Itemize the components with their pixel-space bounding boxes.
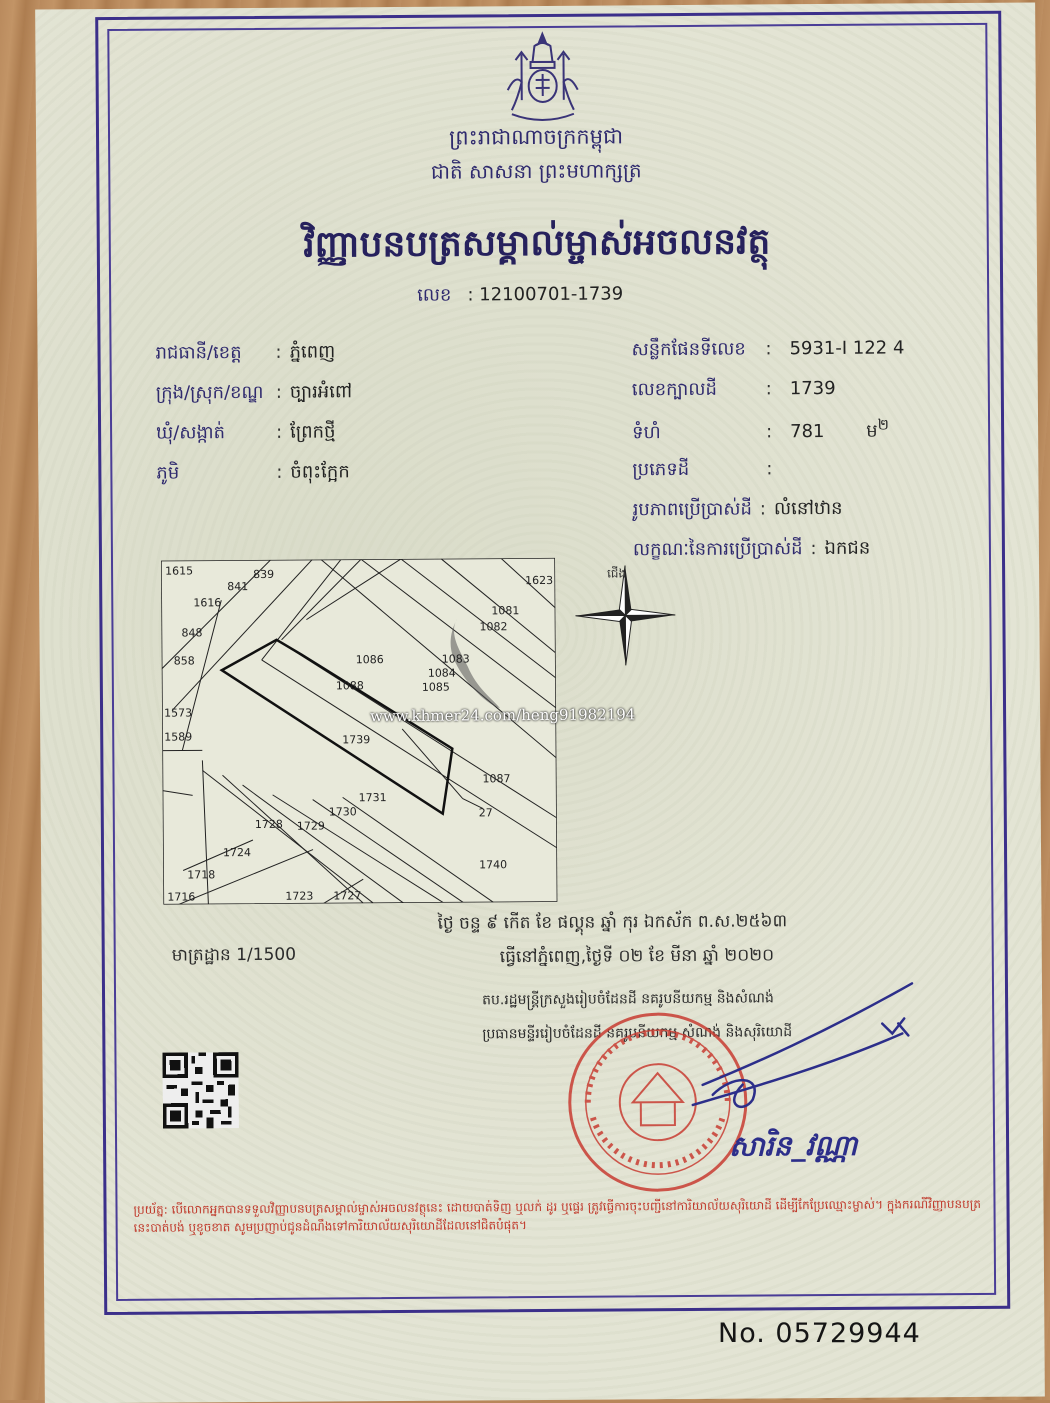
field-parcel-number [632,376,836,404]
parcel-label-1615: 1615 [165,564,193,577]
warning-note: ប្រយ័ត្ន: បើលោកអ្នកបានទទួលវិញ្ញាបនបត្រសម្គាល់ម្ចាស់អចលនវត្ថុនេះ ដោយបាត់ទិញ ឬលក់ ដូរ ឬផ្ទេរ ត្រូវធ្វើការចុះបញ្ជីនៅការិយាល័យសុរិយោដី ដើម្បីកែប្រែឈ្មោះម្ចាស់។ ក្នុងករណីវិញ្ញាបនបត្រនេះបាត់បង់ ឬខូចខាត សូមប្រញាប់ជូនដំណឹងទៅការិយាល័យសុរិយោដីដែលនៅជិតបំផុត។ [133,1195,983,1237]
parcel-label-1573: 1573 [164,706,192,719]
parcel-label-1727: 1727 [333,889,361,902]
qr-code-icon [162,1052,239,1129]
parcel-label-1081: 1081 [491,604,519,617]
kingdom-heading: ព្រះរាជាណាចក្រកម្ពុជា [36,121,1036,159]
field-sep: : [758,378,780,399]
field-value: 1739 [790,378,836,399]
parcel-label-1589: 1589 [164,730,192,743]
field-value: ភ្នំពេញ [289,339,335,366]
field-commune [156,419,336,447]
field-label: រាជធានី/ខេត្ត [155,340,267,368]
signatory-name: សារិន_វណ្ណា [729,1128,857,1170]
field-sep: : [802,538,824,559]
field-value: ចំពុះក្អែក [290,459,350,486]
field-district [156,379,352,407]
cadastral-map [161,558,557,905]
field-label: ភូមិ [156,460,268,488]
field-label: ទំហំ [632,419,758,447]
field-sep: : [267,342,289,363]
issue-date: ធ្វើនៅភ្នំពេញ,ថ្ងៃទី ០២ ខែ មីនា ឆ្នាំ ២០២០ [500,944,775,971]
certificate-number-value: 12100701-1739 [479,283,623,305]
field-sep: : [268,462,290,483]
parcel-label-1731: 1731 [359,791,387,804]
field-label: លេខក្បាលដី [632,376,758,404]
signatory-line-1: តប.រដ្ឋមន្ត្រីក្រសួងរៀបចំដែនដី នគរូបនីយកម្ម និងសំណង់ [482,988,774,1011]
parcel-label-1716: 1716 [167,890,195,903]
national-motto: ជាតិ សាសនា ព្រះមហាក្សត្រ [36,155,1036,192]
parcel-label-1616: 1616 [193,596,221,609]
signatory-line-2: ប្រធានមន្ទីររៀបចំដែនដី នគរូបនីយកម្ម សំណង់ និងសុរិយោដី [482,1022,792,1045]
field-land-type [632,456,780,484]
field-value: 5931-I 122 4 [789,337,904,359]
parcel-label-1088: 1088 [336,679,364,692]
field-sep: : [758,421,780,442]
field-sep: : [752,498,774,519]
parcel-label-839: 839 [253,568,274,581]
parcel-label-848: 848 [181,626,202,639]
field-area [632,416,889,448]
field-value: 781 [790,421,825,442]
field-sep: : [268,422,290,443]
field-province [155,339,335,367]
parcel-label-1728: 1728 [255,818,283,831]
parcel-label-1730: 1730 [329,805,357,818]
field-sep: : [758,458,780,479]
parcel-label-1718: 1718 [187,868,215,881]
parcel-label-841: 841 [227,580,248,593]
field-land-use [633,496,843,524]
parcel-label-1739: 1739 [342,733,370,746]
field-label: រូបភាពប្រើប្រាស់ដី [633,497,752,525]
field-land-use-nature [633,536,870,565]
land-title-certificate [35,3,1045,1403]
parcel-label-1082: 1082 [479,620,507,633]
lunar-date: ថ្ងៃ ចន្ទ ៩ កើត ខែ ផល្គុន ឆ្នាំ កុរ ឯកស័ក ព.ស.២៥៦៣ [437,910,787,937]
field-label: សន្លឹកផែនទីលេខ [631,336,757,364]
parcel-label-1085: 1085 [422,681,450,694]
royal-emblem-icon [497,30,588,127]
parcel-label-1083: 1083 [442,652,470,665]
field-label: ក្រុង/ស្រុក/ខណ្ឌ [156,380,268,408]
parcel-label-1729: 1729 [297,820,325,833]
field-label: ឃុំ/សង្កាត់ [156,420,268,448]
handwritten-signature [672,963,923,1115]
field-sep: : [757,338,779,359]
certificate-number-label: លេខ [417,285,451,306]
parcel-label-1724: 1724 [223,846,251,859]
watermark-url: www.khmer24.com/heng91982194 [370,705,635,725]
north-label: ជើង [607,565,626,583]
area-unit-superscript: ២ [878,416,889,434]
field-value: លំនៅឋាន [774,496,843,523]
serial-number: No. 05729944 [718,1318,921,1349]
certificate-title: វិញ្ញាបនបត្រសម្គាល់ម្ចាស់អចលនវត្ថុ [37,217,1037,277]
field-value: ច្បារអំពៅ [290,379,352,406]
parcel-label-1084: 1084 [428,667,456,680]
field-sep: : [268,382,290,403]
field-map-sheet [631,335,904,364]
area-unit: ម [866,421,878,442]
field-village [156,459,350,487]
field-value: ព្រែកថ្មី [290,419,336,446]
parcel-label-858: 858 [174,654,195,667]
parcel-label-1740: 1740 [479,858,507,871]
certificate-number-sep: : [467,284,473,305]
field-value: ឯកជន [824,536,870,563]
parcel-label-1087: 1087 [482,772,510,785]
field-label: ប្រភេទដី [632,456,758,484]
map-scale: មាត្រដ្ឋាន 1/1500 [172,944,296,970]
parcel-label-1623: 1623 [525,574,553,587]
certificate-number [417,281,623,309]
parcel-label-1086: 1086 [356,653,384,666]
parcel-label-27: 27 [479,806,493,819]
parcel-label-1723: 1723 [285,890,313,903]
field-label: លក្ខណៈនៃការប្រើប្រាស់ដី [633,536,803,564]
